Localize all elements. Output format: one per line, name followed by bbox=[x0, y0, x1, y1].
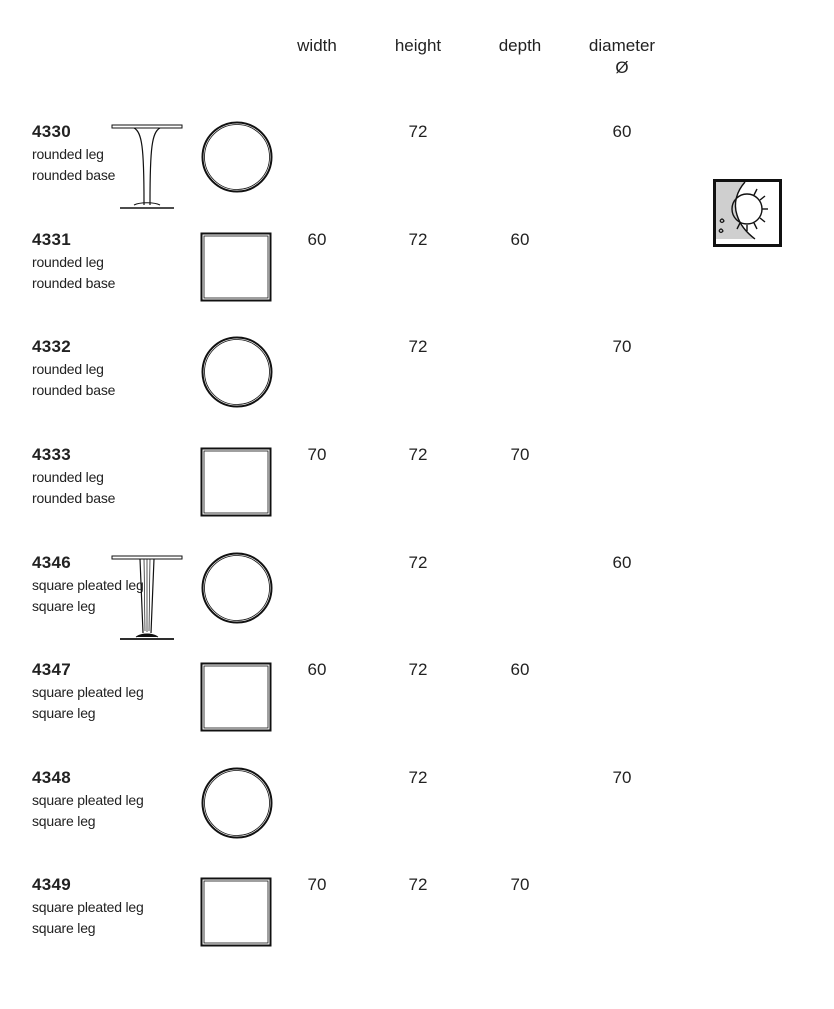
depth-value: 70 bbox=[510, 445, 530, 464]
base-description: rounded base bbox=[32, 275, 116, 291]
round-top-icon bbox=[200, 766, 274, 845]
square-top-icon bbox=[200, 228, 274, 307]
height-value: 72 bbox=[408, 230, 428, 249]
width-value: 60 bbox=[307, 230, 327, 249]
base-description: square leg bbox=[32, 920, 96, 936]
leg-description: square pleated leg bbox=[32, 684, 144, 700]
product-code: 4331 bbox=[32, 230, 72, 249]
column-header-height bbox=[368, 35, 468, 57]
diameter-value: 70 bbox=[612, 768, 632, 787]
square-top-icon bbox=[200, 658, 274, 737]
width-value: 70 bbox=[307, 875, 327, 894]
product-code: 4348 bbox=[32, 768, 72, 787]
base-description: rounded base bbox=[32, 490, 116, 506]
square-top-icon bbox=[200, 443, 274, 522]
product-code: 4333 bbox=[32, 445, 72, 464]
base-description: square leg bbox=[32, 598, 96, 614]
base-description: square leg bbox=[32, 813, 96, 829]
product-row bbox=[0, 122, 834, 222]
round-top-icon bbox=[200, 335, 274, 414]
product-row bbox=[0, 553, 834, 653]
product-code: 4346 bbox=[32, 553, 72, 572]
column-header-depth bbox=[470, 35, 570, 57]
leg-description: square pleated leg bbox=[32, 899, 144, 915]
height-value: 72 bbox=[408, 660, 428, 679]
height-value: 72 bbox=[408, 445, 428, 464]
depth-value: 70 bbox=[510, 875, 530, 894]
product-row bbox=[0, 875, 834, 975]
rounded-table-side-view-icon bbox=[110, 118, 184, 215]
leg-description: rounded leg bbox=[32, 254, 104, 270]
leg-description: rounded leg bbox=[32, 469, 104, 485]
column-header-width bbox=[267, 35, 367, 57]
height-value: 72 bbox=[408, 875, 428, 894]
header-diameter-label: diameter bbox=[588, 36, 656, 55]
product-row bbox=[0, 768, 834, 868]
leg-description: rounded leg bbox=[32, 146, 104, 162]
product-code: 4332 bbox=[32, 337, 72, 356]
leg-description: rounded leg bbox=[32, 361, 104, 377]
header-diameter-symbol: Ø bbox=[615, 58, 629, 77]
height-value: 72 bbox=[408, 337, 428, 356]
header-depth-label: depth bbox=[498, 36, 542, 55]
header-width-label: width bbox=[297, 36, 337, 55]
depth-value: 60 bbox=[510, 230, 530, 249]
base-description: rounded base bbox=[32, 167, 116, 183]
base-description: square leg bbox=[32, 705, 96, 721]
column-header-diameter bbox=[572, 35, 672, 79]
width-value: 60 bbox=[307, 660, 327, 679]
product-code: 4349 bbox=[32, 875, 72, 894]
round-top-icon bbox=[200, 551, 274, 630]
leg-description: square pleated leg bbox=[32, 792, 144, 808]
round-top-icon bbox=[200, 120, 274, 199]
leg-description: square pleated leg bbox=[32, 577, 144, 593]
base-description: rounded base bbox=[32, 382, 116, 398]
height-value: 72 bbox=[408, 553, 428, 572]
product-row bbox=[0, 337, 834, 437]
diameter-value: 60 bbox=[612, 122, 632, 141]
product-code: 4347 bbox=[32, 660, 72, 679]
product-row bbox=[0, 660, 834, 760]
product-code: 4330 bbox=[32, 122, 72, 141]
width-value: 70 bbox=[307, 445, 327, 464]
depth-value: 60 bbox=[510, 660, 530, 679]
product-row bbox=[0, 230, 834, 330]
height-value: 72 bbox=[408, 122, 428, 141]
pleated-table-side-view-icon bbox=[110, 549, 184, 646]
diameter-value: 60 bbox=[612, 553, 632, 572]
header-height-label: height bbox=[394, 36, 442, 55]
square-top-icon bbox=[200, 873, 274, 952]
product-row bbox=[0, 445, 834, 545]
height-value: 72 bbox=[408, 768, 428, 787]
diameter-value: 70 bbox=[612, 337, 632, 356]
